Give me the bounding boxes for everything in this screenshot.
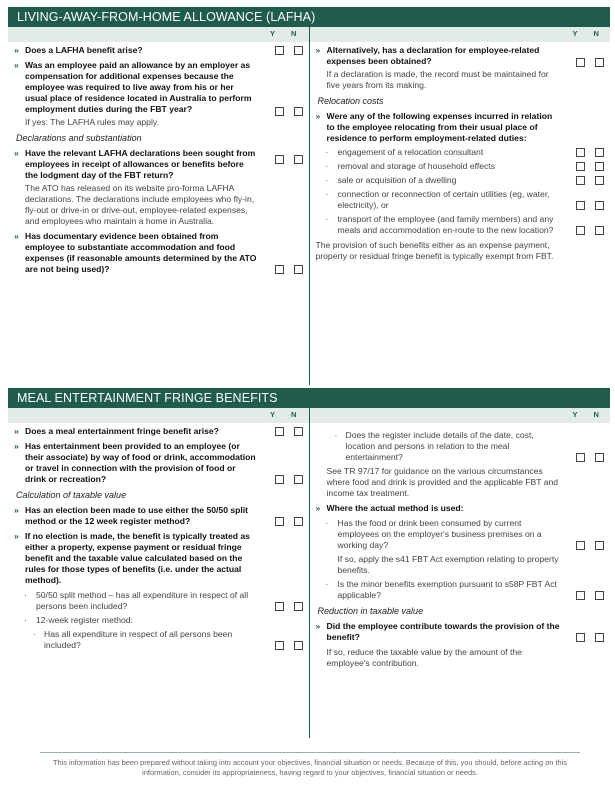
question-text: Has entertainment been provided to an employee (or their associate) by way of food or drink, accommodation or travel in connection with the provision of food or drink or recreation? [25,441,256,484]
yes-checkbox[interactable] [275,107,284,116]
list-item: · Has the food or drink been consumed by current employees on the employer's business premises on a working day? [316,518,611,551]
yes-checkbox[interactable] [275,427,284,436]
note-text: If so, reduce the taxable value by the amount of the employee's contribution. [326,646,522,668]
no-checkbox[interactable] [294,517,303,526]
yn-header: Y N Y N [8,408,610,423]
question-text: Has an election been made to use either the 50/50 split method or the 12 week register method? [25,504,249,526]
yes-checkbox[interactable] [275,265,284,274]
checklist-item: » Does a meal entertainment fringe benefit arise? [14,426,309,437]
list-item: · 50/50 split method – has all expenditure in respect of all persons been included? [14,590,309,612]
question-text: Has documentary evidence been obtained from employee to substantiate accommodation and food expenses (if reasonable amounts determined by the ATO are not being used)? [25,230,257,274]
no-checkbox[interactable] [294,46,303,55]
yes-checkbox[interactable] [275,641,284,650]
yes-checkbox[interactable] [576,58,585,67]
no-checkbox[interactable] [595,591,604,600]
yes-checkbox[interactable] [275,602,284,611]
no-checkbox[interactable] [294,265,303,274]
yes-checkbox[interactable] [275,475,284,484]
no-checkbox[interactable] [595,541,604,550]
checklist-item: » If no election is made, the benefit is typically treated as either a property, expense payment or residual fringe benefit and the taxable value calculated based on the rules for those types of benefits (i.e. under the actual method). [14,530,250,585]
no-checkbox[interactable] [595,58,604,67]
yes-checkbox[interactable] [576,541,585,550]
no-checkbox[interactable] [294,427,303,436]
checklist-item: » Were any of the following expenses incurred in relation to the employee relocating from their usual place of residence to perform employment-related duties: [315,110,553,143]
subheading: Declarations and substantiation [16,133,142,143]
note-text: If a declaration is made, the record must be maintained for five years from its making. [326,69,549,90]
no-checkbox[interactable] [294,475,303,484]
yes-checkbox[interactable] [576,591,585,600]
yes-checkbox[interactable] [576,162,585,171]
list-item: · connection or reconnection of certain utilities (eg, water, electricity), or [316,189,611,211]
no-checkbox[interactable] [595,162,604,171]
question-text: Were any of the following expenses incurred in relation to the employee relocating from their usual place of residence to perform employment-related duties: [326,110,553,143]
no-checkbox[interactable] [595,201,604,210]
checklist-item: » Where the actual method is used: [315,503,464,513]
checklist-item: » Was an employee paid an allowance by an employer as compensation for additional expenses because the employee was required to live away from his or her usual place of residence located in Australia to perform employment duties during the FBT year? If yes: The LAFHA rules may apply. [14,60,309,128]
checklist-item: » Has documentary evidence been obtained from employee to substantiate accommodation and food expenses (if reasonable amounts determined by the ATO are not being used)? [14,231,309,275]
question-text: If no election is made, the benefit is typically treated as either a property, expense payment or residual fringe benefit and the taxable value calculated based on the rules for those types of benefits (i.e. under the actual method). [25,530,250,585]
yes-checkbox[interactable] [576,633,585,642]
note-text: If yes: The LAFHA rules may apply. [25,117,159,127]
list-item: · removal and storage of household effects [316,161,611,172]
yes-checkbox[interactable] [576,176,585,185]
list-item: · engagement of a relocation consultant [316,147,611,158]
question-text: Alternatively, has a declaration for employee-related expenses been obtained? [326,45,540,66]
checklist-item: » Did the employee contribute towards the provision of the benefit? [316,621,611,643]
checklist-item: » Does a LAFHA benefit arise? [14,45,309,56]
yes-checkbox[interactable] [576,148,585,157]
question-text: Did the employee contribute towards the provision of the benefit? [326,620,560,642]
no-checkbox[interactable] [294,641,303,650]
no-checkbox[interactable] [595,453,604,462]
checklist-item: » Have the relevant LAFHA declarations been sought from employees in receipt of allowances or benefits before the lodgment day of the FBT return? The ATO has released on its website pro-forma LAFHA declarations. The declarations include employees who fly-in, fly-out or drive-in or drive-out, employee-related expenses, and employees who maintain a home in Australia. [14,148,309,227]
yes-checkbox[interactable] [275,517,284,526]
list-item: · transport of the employee (and family members) and any meals and accommodation en-route to the new location? [316,214,611,236]
yes-checkbox[interactable] [576,201,585,210]
yn-header: Y N Y N [8,27,610,42]
meal-left-column [8,423,310,738]
yes-checkbox[interactable] [275,46,284,55]
no-checkbox[interactable] [294,107,303,116]
no-checkbox[interactable] [294,155,303,164]
lafha-section [8,7,610,385]
note-text: If so, apply the s41 FBT Act exemption relating to property benefits. [337,554,559,575]
lafha-left-column [8,42,310,385]
lafha-right-column [310,42,611,385]
question-text: Where the actual method is used: [326,503,464,513]
no-checkbox[interactable] [595,148,604,157]
meal-section [8,388,610,738]
meal-right-column [310,423,611,738]
checklist-item: » Has an election been made to use either the 50/50 split method or the 12 week register method? [14,505,309,527]
no-checkbox[interactable] [595,176,604,185]
yes-checkbox[interactable] [576,453,585,462]
list-item: · Does the register include details of the date, cost, location and persons in relation to the meal entertainment? [316,430,611,463]
section-title: LIVING-AWAY-FROM-HOME ALLOWANCE (LAFHA) [8,7,610,27]
question-text: Does a LAFHA benefit arise? [25,45,143,55]
question-text: Does a meal entertainment fringe benefit arise? [25,426,219,436]
subheading: Reduction in taxable value [317,606,424,616]
no-checkbox[interactable] [595,226,604,235]
list-item: · 12-week register method: [24,614,133,625]
note-text: The provision of such benefits either as an expense payment, property or residual fringe benefit is typically exempt from FBT. [315,239,554,261]
no-checkbox[interactable] [595,633,604,642]
list-item: · sale or acquisition of a dwelling [316,175,611,186]
checklist-item: » Alternatively, has a declaration for employee-related expenses been obtained? If a declaration is made, the record must be maintained for five years from its making. [316,45,611,91]
note-text: See TR 97/17 for guidance on the various circumstances where food and drink is provided and the applicable FBT and income tax treatment. [326,466,559,498]
yes-checkbox[interactable] [275,155,284,164]
subheading: Calculation of taxable value [16,490,127,500]
question-text: Was an employee paid an allowance by an employer as compensation for additional expenses because the employee was required to live away from his or her usual place of residence located in Australia to perform employment duties during the FBT year? [25,60,252,114]
note-text: The ATO has released on its website pro-forma LAFHA declarations. The declarations include employees who fly-in, fly-out or drive-in or drive-out, employee-related expenses, and employees who maintain a home in Australia. [25,182,255,226]
list-item: · Has all expenditure in respect of all persons been included? [14,629,309,651]
subheading: Relocation costs [317,96,384,106]
yes-checkbox[interactable] [576,226,585,235]
disclaimer-footer: This information has been prepared without taking into account your objectives, financial situation or needs. Because of this, you should, before acting on this information, consider its appropriateness, having regard to your objectives, financial situation or needs. [40,752,580,778]
no-checkbox[interactable] [294,602,303,611]
list-item: · Is the minor benefits exemption pursuant to s58P FBT Act applicable? [316,579,611,601]
question-text: Have the relevant LAFHA declarations been sought from employees in receipt of allowances or benefits before the lodgment day of the FBT return? [25,147,256,180]
section-title: MEAL ENTERTAINMENT FRINGE BENEFITS [8,388,610,408]
checklist-item: » Has entertainment been provided to an employee (or their associate) by way of food or drink, accommodation or travel in connection with the provision of food or drink or recreation? [14,441,309,485]
